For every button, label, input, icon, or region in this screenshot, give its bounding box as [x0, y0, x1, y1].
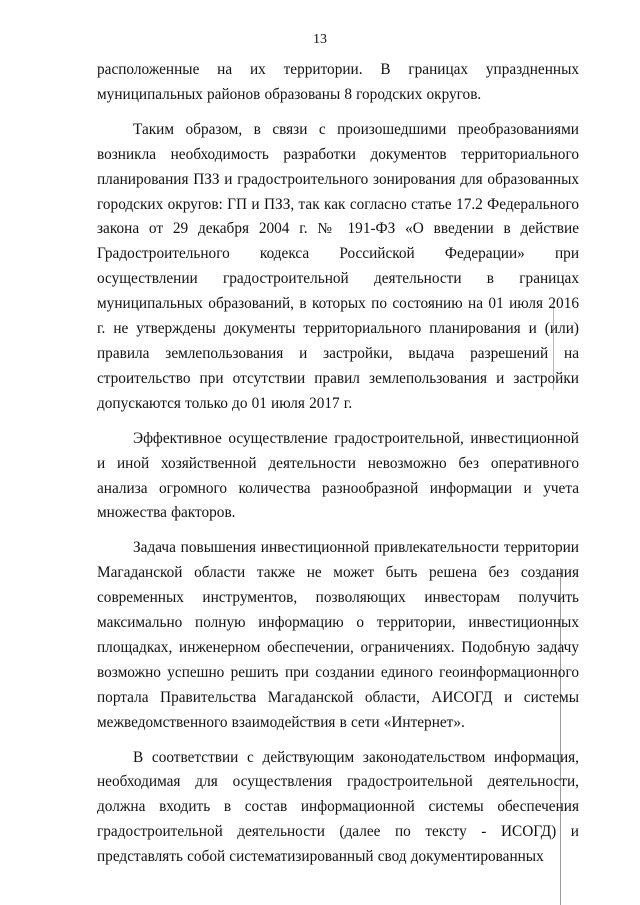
page-number: 13 — [313, 32, 327, 47]
document-body — [97, 58, 579, 880]
paragraph-investment: Задача повышения инвестиционной привлекательности территории Магаданской области также не может быть решена без создания современных инструментов, позволяющих инвесторам получить максимально полную информацию о территории, инвестиционных площадках, инженерном обеспечении, ограничениях. Подобную задачу возможно успешно решить при создании единого геоинформационного портала Правительства Магаданской области, АИСОГД и системы межведомственного взаимодействия в сети «Интернет». — [97, 539, 579, 731]
paragraph-continued: расположенные на их территории. В границах упраздненных муниципальных районов образованы 8 городских округов. — [97, 61, 579, 103]
paragraph-efficiency: Эффективное осуществление градостроительной, инвестиционной и иной хозяйственной деятельности невозможно без оперативного анализа огромного количества разнообразной информации и учета множества факторов. — [97, 429, 579, 522]
paragraph-transformation: Таким образом, в связи с произошедшими преобразованиями возникла необходимость разработки документов территориального планирования ПЗЗ и градостроительного зонирования для образованных городских округов: ГП и ПЗЗ, так как согласно статье 17.2 Федерального закона от 29 декабря 2004 г. № 191-ФЗ «О введении в действие Градостроительного кодекса Российской Федерации» при осуществлении градостроительной деятельности в границах муниципальных образований, в которых по состоянию на 01 июля 2016 г. не утверждены документы территориального планирования и (или) правила землепользования и застройки, выдача разрешений на строительство при отсутствии правил землепользования и застройки допускаются только до 01 июля 2017 г. — [97, 120, 579, 412]
paragraph-legislation: В соответствии с действующим законодательством информация, необходимая для осуществления градостроительной деятельности, должна входить в состав информационной системы обеспечения градостроительной деятельности (далее по тексту - ИСОГД) и представлять собой систематизированный свод документированных — [97, 748, 579, 866]
